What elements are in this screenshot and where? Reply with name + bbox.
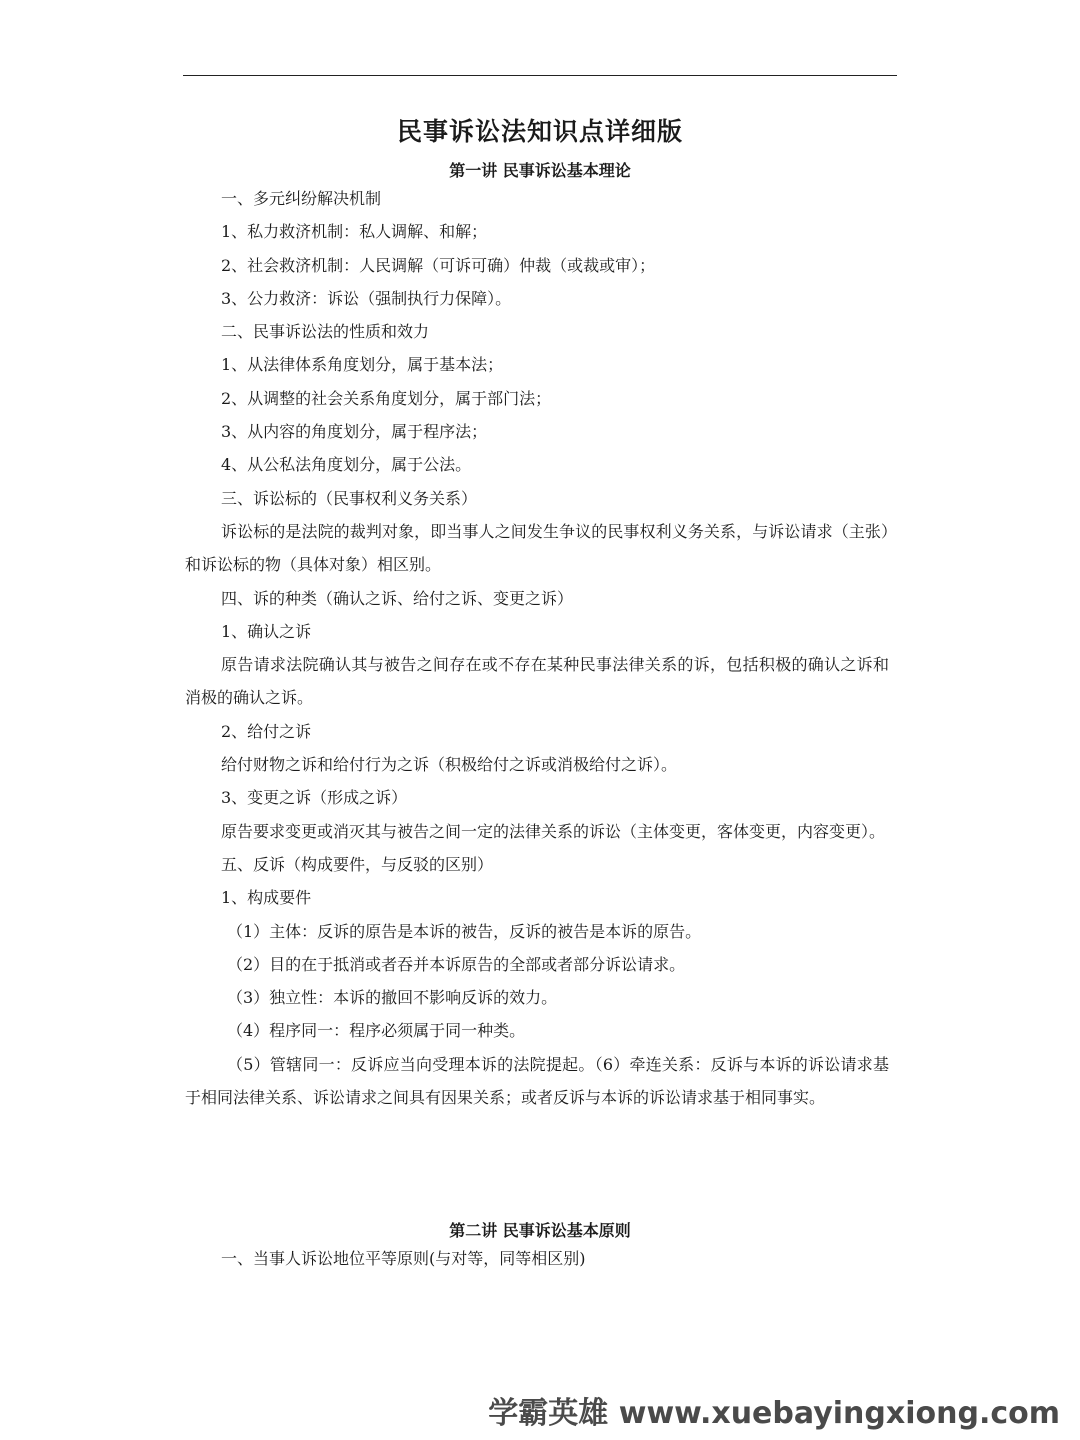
list-item: （2）目的在于抵消或者吞并本诉原告的全部或者部分诉讼请求。: [227, 954, 686, 974]
list-item: 2、从调整的社会关系角度划分，属于部门法；: [221, 388, 552, 408]
header-rule: [183, 75, 897, 76]
list-item: 1、确认之诉: [221, 621, 312, 641]
lecture-2-body: [185, 1242, 889, 1275]
lecture-2-heading: 第二讲 民事诉讼基本原则: [449, 1221, 631, 1240]
heading-subject-matter: 三、诉讼标的（民事权利义务关系）: [221, 488, 478, 508]
paragraph: 给付财物之诉和给付行为之诉（积极给付之诉或消极给付之诉）。: [221, 755, 678, 775]
list-item: （5）管辖同一：反诉应当向受理本诉的法院提起。（6）牵连关系：反诉与本诉的诉讼请求基于相同法律关系、诉讼请求之间具有因果关系；或者反诉与本诉的诉讼请求基于相同事实。: [185, 1054, 889, 1108]
heading-counterclaim: 五、反诉（构成要件，与反驳的区别）: [221, 854, 494, 874]
lecture-1-body: [185, 182, 889, 1114]
document-title: 民事诉讼法知识点详细版: [396, 117, 683, 146]
list-item: （4）程序同一：程序必须属于同一种类。: [227, 1021, 526, 1041]
site-watermark: 学霸英雄 www.xuebayingxiong.com: [488, 1396, 1060, 1431]
heading-nature-effect: 二、民事诉讼法的性质和效力: [221, 322, 430, 342]
heading-types-of-action: 四、诉的种类（确认之诉、给付之诉、变更之诉）: [221, 588, 574, 608]
list-item: 1、从法律体系角度划分，属于基本法；: [221, 355, 504, 375]
lecture-1-heading: 第一讲 民事诉讼基本理论: [449, 161, 631, 180]
list-item: （1）主体：反诉的原告是本诉的被告，反诉的被告是本诉的原告。: [227, 921, 702, 941]
list-item: 2、给付之诉: [221, 721, 312, 741]
heading-equality-principle: 一、当事人诉讼地位平等原则(与对等，同等相区别): [221, 1249, 586, 1268]
list-item: 4、从公私法角度划分，属于公法。: [221, 455, 472, 475]
paragraph: 原告要求变更或消灭其与被告之间一定的法律关系的诉讼（主体变更，客体变更，内容变更）。: [221, 821, 886, 841]
list-item: 1、构成要件: [221, 888, 312, 908]
list-item: （3）独立性：本诉的撤回不影响反诉的效力。: [227, 988, 558, 1008]
paragraph: 诉讼标的是法院的裁判对象，即当事人之间发生争议的民事权利义务关系，与诉讼请求（主张）和诉讼标的物（具体对象）相区别。: [185, 521, 889, 575]
paragraph: 原告请求法院确认其与被告之间存在或不存在某种民事法律关系的诉，包括积极的确认之诉和消极的确认之诉。: [185, 655, 889, 708]
list-item: 3、公力救济：诉讼（强制执行力保障）。: [221, 288, 512, 308]
list-item: 1、私力救济机制：私人调解、和解；: [221, 222, 488, 242]
list-item: 3、从内容的角度划分，属于程序法；: [221, 422, 488, 442]
list-item: 2、社会救济机制：人民调解（可诉可确）仲裁（或裁或审）；: [221, 255, 656, 275]
list-item: 3、变更之诉（形成之诉）: [221, 788, 408, 808]
heading-dispute-mechanisms: 一、多元纠纷解决机制: [221, 189, 382, 208]
